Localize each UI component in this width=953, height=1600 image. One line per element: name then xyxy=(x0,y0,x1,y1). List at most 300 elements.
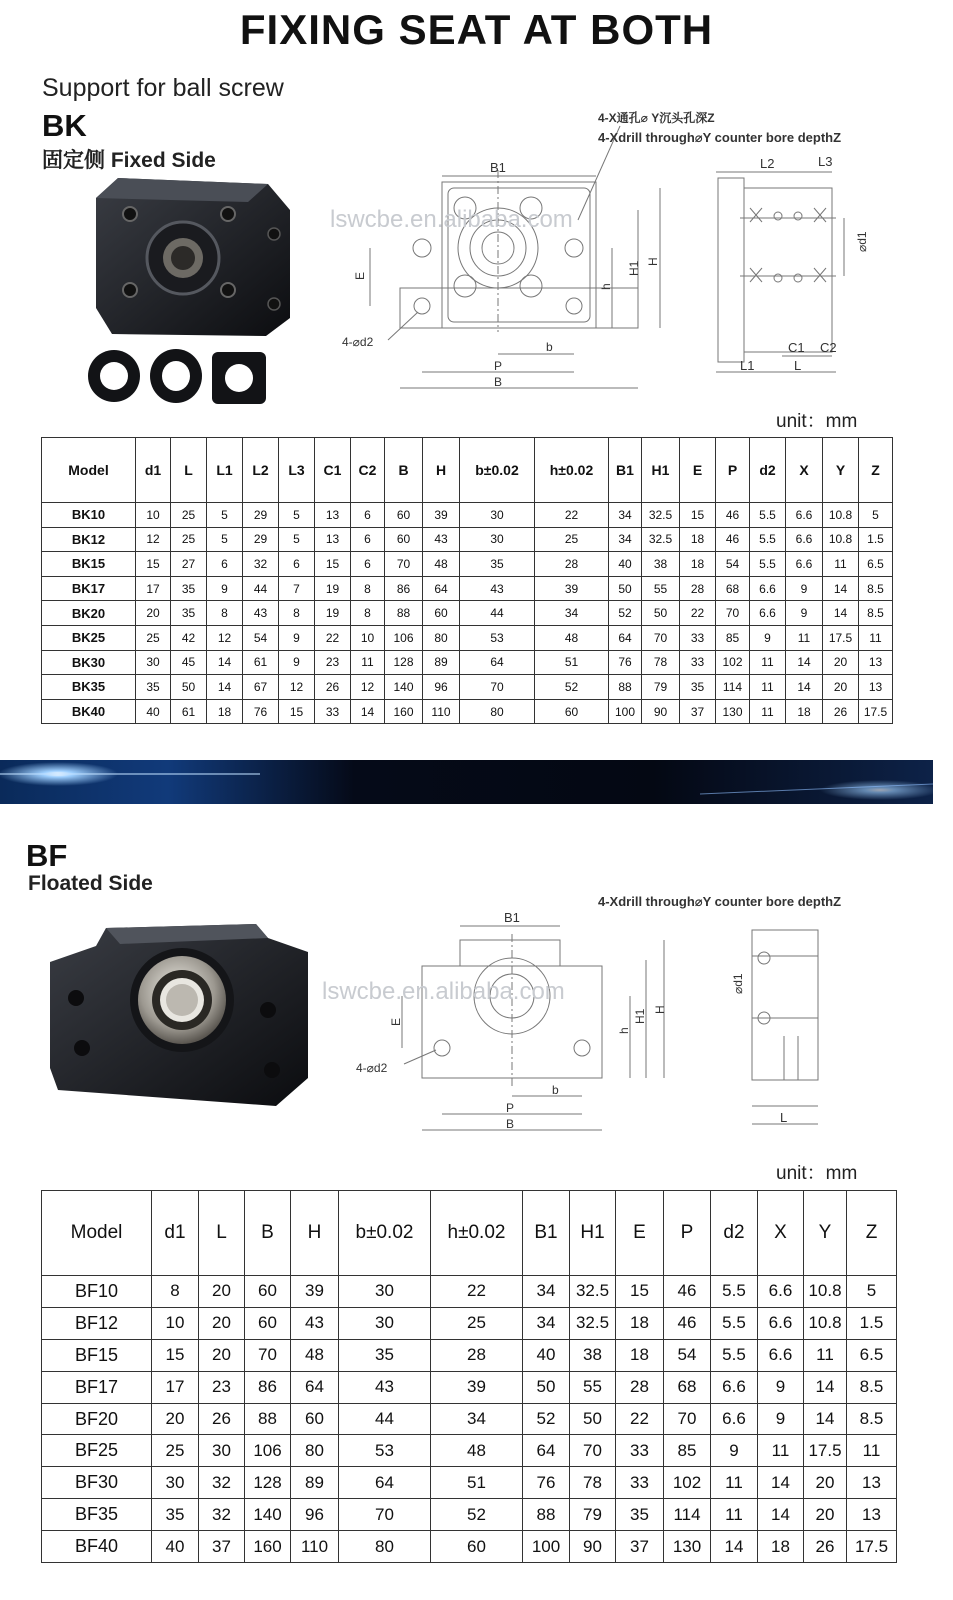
table-cell: 37 xyxy=(199,1531,245,1563)
bk-dim-b: b xyxy=(546,340,553,354)
table-cell: 35 xyxy=(339,1339,431,1371)
table-cell: 17 xyxy=(152,1371,199,1403)
table-cell: 22 xyxy=(616,1403,664,1435)
table-cell: 6.6 xyxy=(786,503,823,528)
bk-table-header-row xyxy=(42,438,893,503)
table-cell: 64 xyxy=(523,1435,570,1467)
table-cell: 8 xyxy=(207,601,243,626)
table-cell: 20 xyxy=(199,1339,245,1371)
table-cell: 8 xyxy=(351,601,385,626)
table-cell: 106 xyxy=(385,625,423,650)
table-cell: 34 xyxy=(523,1307,570,1339)
bk-dim-h: h xyxy=(599,283,613,290)
table-cell: 37 xyxy=(680,699,716,724)
table-cell: 5.5 xyxy=(750,552,786,577)
table-cell: 9 xyxy=(279,625,315,650)
table-cell: 78 xyxy=(570,1467,616,1499)
table-cell: 26 xyxy=(199,1403,245,1435)
table-cell: 32.5 xyxy=(642,527,680,552)
table-cell: 6.5 xyxy=(859,552,893,577)
bf-col-header: Model xyxy=(42,1191,152,1276)
table-cell: 114 xyxy=(716,675,750,700)
page-title: FIXING SEAT AT BOTH xyxy=(239,6,714,53)
table-cell: 60 xyxy=(431,1531,523,1563)
bf-dim-d1: ⌀d1 xyxy=(731,973,745,994)
table-cell: 9 xyxy=(758,1403,804,1435)
table-cell: 13 xyxy=(859,675,893,700)
table-cell: 33 xyxy=(680,650,716,675)
table-cell: 12 xyxy=(136,527,171,552)
table-cell: 33 xyxy=(616,1467,664,1499)
bf-col-header: Y xyxy=(804,1191,847,1276)
table-cell: 11 xyxy=(750,699,786,724)
table-row xyxy=(42,625,893,650)
bf-col-header: d2 xyxy=(711,1191,758,1276)
table-cell: 110 xyxy=(423,699,460,724)
table-cell: 39 xyxy=(431,1371,523,1403)
bk-dim-d1: ⌀d1 xyxy=(855,231,869,252)
table-cell: 30 xyxy=(339,1276,431,1308)
table-cell: 11 xyxy=(847,1435,897,1467)
table-cell: 20 xyxy=(199,1307,245,1339)
model-cell: BK15 xyxy=(42,552,136,577)
table-cell: 19 xyxy=(315,576,351,601)
table-cell: 76 xyxy=(523,1467,570,1499)
table-cell: 34 xyxy=(609,503,642,528)
table-cell: 34 xyxy=(523,1276,570,1308)
table-cell: 32 xyxy=(243,552,279,577)
table-cell: 17.5 xyxy=(847,1531,897,1563)
table-cell: 78 xyxy=(642,650,680,675)
table-cell: 52 xyxy=(535,675,609,700)
table-cell: 9 xyxy=(758,1371,804,1403)
table-cell: 33 xyxy=(680,625,716,650)
table-cell: 22 xyxy=(535,503,609,528)
table-cell: 5 xyxy=(859,503,893,528)
table-cell: 48 xyxy=(535,625,609,650)
table-cell: 10.8 xyxy=(823,503,859,528)
table-cell: 45 xyxy=(171,650,207,675)
table-cell: 6.6 xyxy=(758,1307,804,1339)
table-cell: 53 xyxy=(460,625,535,650)
table-cell: 5 xyxy=(279,527,315,552)
table-cell: 25 xyxy=(152,1435,199,1467)
table-cell: 20 xyxy=(823,650,859,675)
table-cell: 30 xyxy=(136,650,171,675)
bk-col-header: Y xyxy=(823,438,859,503)
table-cell: 5.5 xyxy=(711,1307,758,1339)
table-cell: 11 xyxy=(750,675,786,700)
table-cell: 64 xyxy=(460,650,535,675)
table-cell: 6.6 xyxy=(750,601,786,626)
bk-dim-e: E xyxy=(353,271,367,280)
model-cell: BF40 xyxy=(42,1531,152,1563)
table-cell: 34 xyxy=(535,601,609,626)
table-cell: 67 xyxy=(243,675,279,700)
bf-dim-B: B xyxy=(506,1117,515,1131)
table-cell: 40 xyxy=(609,552,642,577)
table-cell: 70 xyxy=(716,601,750,626)
table-cell: 6.6 xyxy=(786,552,823,577)
table-cell: 9 xyxy=(207,576,243,601)
table-cell: 85 xyxy=(664,1435,711,1467)
table-cell: 30 xyxy=(460,503,535,528)
bf-dim-H: H xyxy=(653,1005,667,1014)
table-cell: 25 xyxy=(431,1307,523,1339)
bf-dim-l: L xyxy=(780,1110,788,1125)
table-cell: 35 xyxy=(171,576,207,601)
model-cell: BK12 xyxy=(42,527,136,552)
table-cell: 64 xyxy=(423,576,460,601)
bf-col-header: E xyxy=(616,1191,664,1276)
table-cell: 86 xyxy=(385,576,423,601)
table-cell: 10.8 xyxy=(823,527,859,552)
bk-side-label: 固定侧 Fixed Side xyxy=(42,149,216,172)
table-cell: 54 xyxy=(243,625,279,650)
table-cell: 20 xyxy=(136,601,171,626)
table-cell: 28 xyxy=(431,1339,523,1371)
bf-col-header: h±0.02 xyxy=(431,1191,523,1276)
table-cell: 33 xyxy=(616,1435,664,1467)
decorative-banner xyxy=(0,760,933,804)
table-cell: 19 xyxy=(315,601,351,626)
table-cell: 26 xyxy=(315,675,351,700)
table-cell: 70 xyxy=(664,1403,711,1435)
table-cell: 6.6 xyxy=(786,527,823,552)
model-cell: BK20 xyxy=(42,601,136,626)
table-cell: 8 xyxy=(279,601,315,626)
table-row xyxy=(42,650,893,675)
table-cell: 6 xyxy=(351,552,385,577)
table-cell: 5.5 xyxy=(750,527,786,552)
table-cell: 14 xyxy=(823,601,859,626)
table-cell: 14 xyxy=(758,1499,804,1531)
table-cell: 90 xyxy=(570,1531,616,1563)
table-cell: 96 xyxy=(291,1499,339,1531)
table-cell: 64 xyxy=(291,1371,339,1403)
table-cell: 8 xyxy=(152,1276,199,1308)
bk-dim-l1: L1 xyxy=(740,358,755,373)
table-cell: 25 xyxy=(535,527,609,552)
table-cell: 29 xyxy=(243,503,279,528)
bf-dim-h1: H1 xyxy=(633,1008,647,1024)
table-cell: 64 xyxy=(339,1467,431,1499)
table-cell: 8.5 xyxy=(859,601,893,626)
bk-col-header: h±0.02 xyxy=(535,438,609,503)
table-cell: 48 xyxy=(291,1339,339,1371)
bf-table-header-row xyxy=(42,1191,897,1276)
bk-spec-table xyxy=(41,437,893,724)
table-cell: 88 xyxy=(523,1499,570,1531)
table-cell: 14 xyxy=(207,675,243,700)
table-cell: 5 xyxy=(847,1276,897,1308)
table-cell: 13 xyxy=(859,650,893,675)
table-cell: 17.5 xyxy=(823,625,859,650)
table-cell: 18 xyxy=(207,699,243,724)
table-cell: 10 xyxy=(351,625,385,650)
table-cell: 40 xyxy=(523,1339,570,1371)
bf-col-header: B xyxy=(245,1191,291,1276)
table-cell: 12 xyxy=(279,675,315,700)
table-cell: 80 xyxy=(339,1531,431,1563)
table-cell: 70 xyxy=(245,1339,291,1371)
table-cell: 43 xyxy=(423,527,460,552)
table-cell: 32.5 xyxy=(570,1276,616,1308)
table-cell: 25 xyxy=(171,527,207,552)
bk-col-header: d2 xyxy=(750,438,786,503)
table-cell: 160 xyxy=(385,699,423,724)
table-row xyxy=(42,601,893,626)
table-cell: 13 xyxy=(315,527,351,552)
bf-col-header: B1 xyxy=(523,1191,570,1276)
table-cell: 39 xyxy=(535,576,609,601)
table-cell: 30 xyxy=(339,1307,431,1339)
model-cell: BF17 xyxy=(42,1371,152,1403)
table-cell: 50 xyxy=(171,675,207,700)
table-cell: 26 xyxy=(804,1531,847,1563)
table-cell: 6.6 xyxy=(711,1403,758,1435)
table-cell: 34 xyxy=(431,1403,523,1435)
table-cell: 8.5 xyxy=(847,1403,897,1435)
bk-col-header: H1 xyxy=(642,438,680,503)
bf-dim-b1: B1 xyxy=(504,910,520,925)
table-cell: 14 xyxy=(351,699,385,724)
table-cell: 25 xyxy=(171,503,207,528)
model-cell: BF25 xyxy=(42,1435,152,1467)
bk-watermark: lswcbe.en.alibaba.com xyxy=(330,206,573,233)
table-cell: 11 xyxy=(711,1467,758,1499)
bf-front-drawing xyxy=(350,900,690,1140)
table-cell: 18 xyxy=(680,552,716,577)
table-cell: 46 xyxy=(716,503,750,528)
table-cell: 30 xyxy=(152,1467,199,1499)
table-cell: 128 xyxy=(245,1467,291,1499)
table-cell: 35 xyxy=(680,675,716,700)
table-cell: 60 xyxy=(385,527,423,552)
table-cell: 27 xyxy=(171,552,207,577)
table-cell: 51 xyxy=(535,650,609,675)
table-cell: 43 xyxy=(291,1307,339,1339)
table-cell: 102 xyxy=(716,650,750,675)
table-cell: 51 xyxy=(431,1467,523,1499)
table-row xyxy=(42,1403,897,1435)
table-cell: 50 xyxy=(523,1371,570,1403)
table-cell: 22 xyxy=(431,1276,523,1308)
table-cell: 28 xyxy=(535,552,609,577)
table-cell: 76 xyxy=(243,699,279,724)
bk-col-header: B1 xyxy=(609,438,642,503)
bf-col-header: Z xyxy=(847,1191,897,1276)
table-cell: 28 xyxy=(616,1371,664,1403)
table-cell: 43 xyxy=(243,601,279,626)
table-cell: 14 xyxy=(804,1371,847,1403)
table-row xyxy=(42,1339,897,1371)
table-cell: 52 xyxy=(609,601,642,626)
table-cell: 48 xyxy=(431,1435,523,1467)
table-cell: 89 xyxy=(291,1467,339,1499)
table-cell: 28 xyxy=(680,576,716,601)
table-cell: 11 xyxy=(758,1435,804,1467)
table-cell: 30 xyxy=(199,1435,245,1467)
table-cell: 25 xyxy=(136,625,171,650)
table-row xyxy=(42,1467,897,1499)
table-cell: 1.5 xyxy=(859,527,893,552)
table-cell: 18 xyxy=(786,699,823,724)
bf-col-header: P xyxy=(664,1191,711,1276)
table-cell: 40 xyxy=(152,1531,199,1563)
table-cell: 30 xyxy=(460,527,535,552)
table-cell: 11 xyxy=(351,650,385,675)
bk-col-header: b±0.02 xyxy=(460,438,535,503)
table-cell: 100 xyxy=(609,699,642,724)
table-cell: 18 xyxy=(758,1531,804,1563)
bk-col-header: L2 xyxy=(243,438,279,503)
bf-col-header: b±0.02 xyxy=(339,1191,431,1276)
table-cell: 14 xyxy=(823,576,859,601)
bk-col-header: B xyxy=(385,438,423,503)
table-cell: 52 xyxy=(523,1403,570,1435)
table-cell: 35 xyxy=(136,675,171,700)
table-cell: 50 xyxy=(570,1403,616,1435)
table-cell: 46 xyxy=(664,1307,711,1339)
table-row xyxy=(42,1531,897,1563)
table-cell: 37 xyxy=(616,1531,664,1563)
bf-dim-p: P xyxy=(506,1101,515,1115)
bf-product-photo xyxy=(46,918,316,1118)
table-cell: 106 xyxy=(245,1435,291,1467)
table-cell: 11 xyxy=(804,1339,847,1371)
bk-side-drawing xyxy=(712,150,872,390)
bk-front-drawing xyxy=(330,110,730,400)
bk-subtitle: Support for ball screw xyxy=(42,74,284,102)
table-cell: 70 xyxy=(460,675,535,700)
table-cell: 17 xyxy=(136,576,171,601)
table-row xyxy=(42,1276,897,1308)
table-cell: 6.5 xyxy=(847,1339,897,1371)
bk-drill-note-cn: 4-X通孔⌀ Y沉头孔深Z xyxy=(598,111,715,125)
table-cell: 11 xyxy=(823,552,859,577)
bk-dim-p: P xyxy=(494,359,503,373)
bk-col-header: H xyxy=(423,438,460,503)
table-cell: 18 xyxy=(680,527,716,552)
table-cell: 11 xyxy=(786,625,823,650)
table-cell: 15 xyxy=(680,503,716,528)
table-cell: 8.5 xyxy=(859,576,893,601)
table-cell: 20 xyxy=(199,1276,245,1308)
table-cell: 8 xyxy=(351,576,385,601)
table-cell: 20 xyxy=(152,1403,199,1435)
table-cell: 88 xyxy=(609,675,642,700)
table-cell: 35 xyxy=(152,1499,199,1531)
bf-col-header: L xyxy=(199,1191,245,1276)
table-cell: 100 xyxy=(523,1531,570,1563)
table-cell: 5 xyxy=(207,503,243,528)
table-cell: 5.5 xyxy=(711,1339,758,1371)
table-cell: 130 xyxy=(664,1531,711,1563)
model-cell: BF20 xyxy=(42,1403,152,1435)
table-cell: 12 xyxy=(207,625,243,650)
table-cell: 39 xyxy=(291,1276,339,1308)
table-cell: 10.8 xyxy=(804,1276,847,1308)
bk-dim-H: H xyxy=(646,257,660,266)
table-cell: 130 xyxy=(716,699,750,724)
table-cell: 22 xyxy=(680,601,716,626)
table-cell: 1.5 xyxy=(847,1307,897,1339)
table-cell: 32.5 xyxy=(642,503,680,528)
table-cell: 68 xyxy=(716,576,750,601)
table-cell: 13 xyxy=(315,503,351,528)
table-row xyxy=(42,503,893,528)
table-cell: 35 xyxy=(171,601,207,626)
table-cell: 38 xyxy=(570,1339,616,1371)
bk-dim-b1: B1 xyxy=(490,160,506,175)
table-cell: 128 xyxy=(385,650,423,675)
bk-dim-c1: C1 xyxy=(788,340,805,355)
bf-dim-b: b xyxy=(552,1083,559,1097)
table-cell: 76 xyxy=(609,650,642,675)
table-cell: 9 xyxy=(786,576,823,601)
table-cell: 6 xyxy=(351,503,385,528)
bk-col-header: X xyxy=(786,438,823,503)
bk-unit: unit：mm xyxy=(776,411,858,432)
table-cell: 18 xyxy=(616,1307,664,1339)
table-row xyxy=(42,1371,897,1403)
table-cell: 90 xyxy=(642,699,680,724)
table-cell: 70 xyxy=(570,1435,616,1467)
bf-col-header: H xyxy=(291,1191,339,1276)
bk-col-header: Z xyxy=(859,438,893,503)
bf-side-label: Floated Side xyxy=(28,872,153,895)
table-cell: 8.5 xyxy=(847,1371,897,1403)
table-cell: 15 xyxy=(136,552,171,577)
table-cell: 54 xyxy=(664,1339,711,1371)
bk-code: BK xyxy=(42,108,87,143)
table-cell: 13 xyxy=(847,1467,897,1499)
table-cell: 43 xyxy=(339,1371,431,1403)
table-cell: 14 xyxy=(804,1403,847,1435)
table-cell: 11 xyxy=(711,1499,758,1531)
table-cell: 15 xyxy=(279,699,315,724)
table-cell: 14 xyxy=(711,1531,758,1563)
table-cell: 85 xyxy=(716,625,750,650)
table-cell: 5 xyxy=(207,527,243,552)
table-cell: 64 xyxy=(609,625,642,650)
table-cell: 48 xyxy=(423,552,460,577)
bk-dim-l3: L3 xyxy=(818,154,833,169)
bk-dim-l: L xyxy=(794,358,802,373)
table-cell: 44 xyxy=(460,601,535,626)
table-cell: 17.5 xyxy=(804,1435,847,1467)
table-cell: 9 xyxy=(750,625,786,650)
table-row xyxy=(42,527,893,552)
table-cell: 10.8 xyxy=(804,1307,847,1339)
table-cell: 9 xyxy=(786,601,823,626)
bf-watermark: lswcbe.en.alibaba.com xyxy=(322,978,565,1005)
bk-col-header: P xyxy=(716,438,750,503)
bk-col-header: E xyxy=(680,438,716,503)
table-row xyxy=(42,1499,897,1531)
table-cell: 60 xyxy=(291,1403,339,1435)
table-cell: 35 xyxy=(460,552,535,577)
table-cell: 44 xyxy=(339,1403,431,1435)
table-cell: 140 xyxy=(385,675,423,700)
table-cell: 35 xyxy=(616,1499,664,1531)
bk-col-header: L1 xyxy=(207,438,243,503)
table-cell: 6 xyxy=(351,527,385,552)
table-row xyxy=(42,576,893,601)
model-cell: BF12 xyxy=(42,1307,152,1339)
bk-col-header: C2 xyxy=(351,438,385,503)
